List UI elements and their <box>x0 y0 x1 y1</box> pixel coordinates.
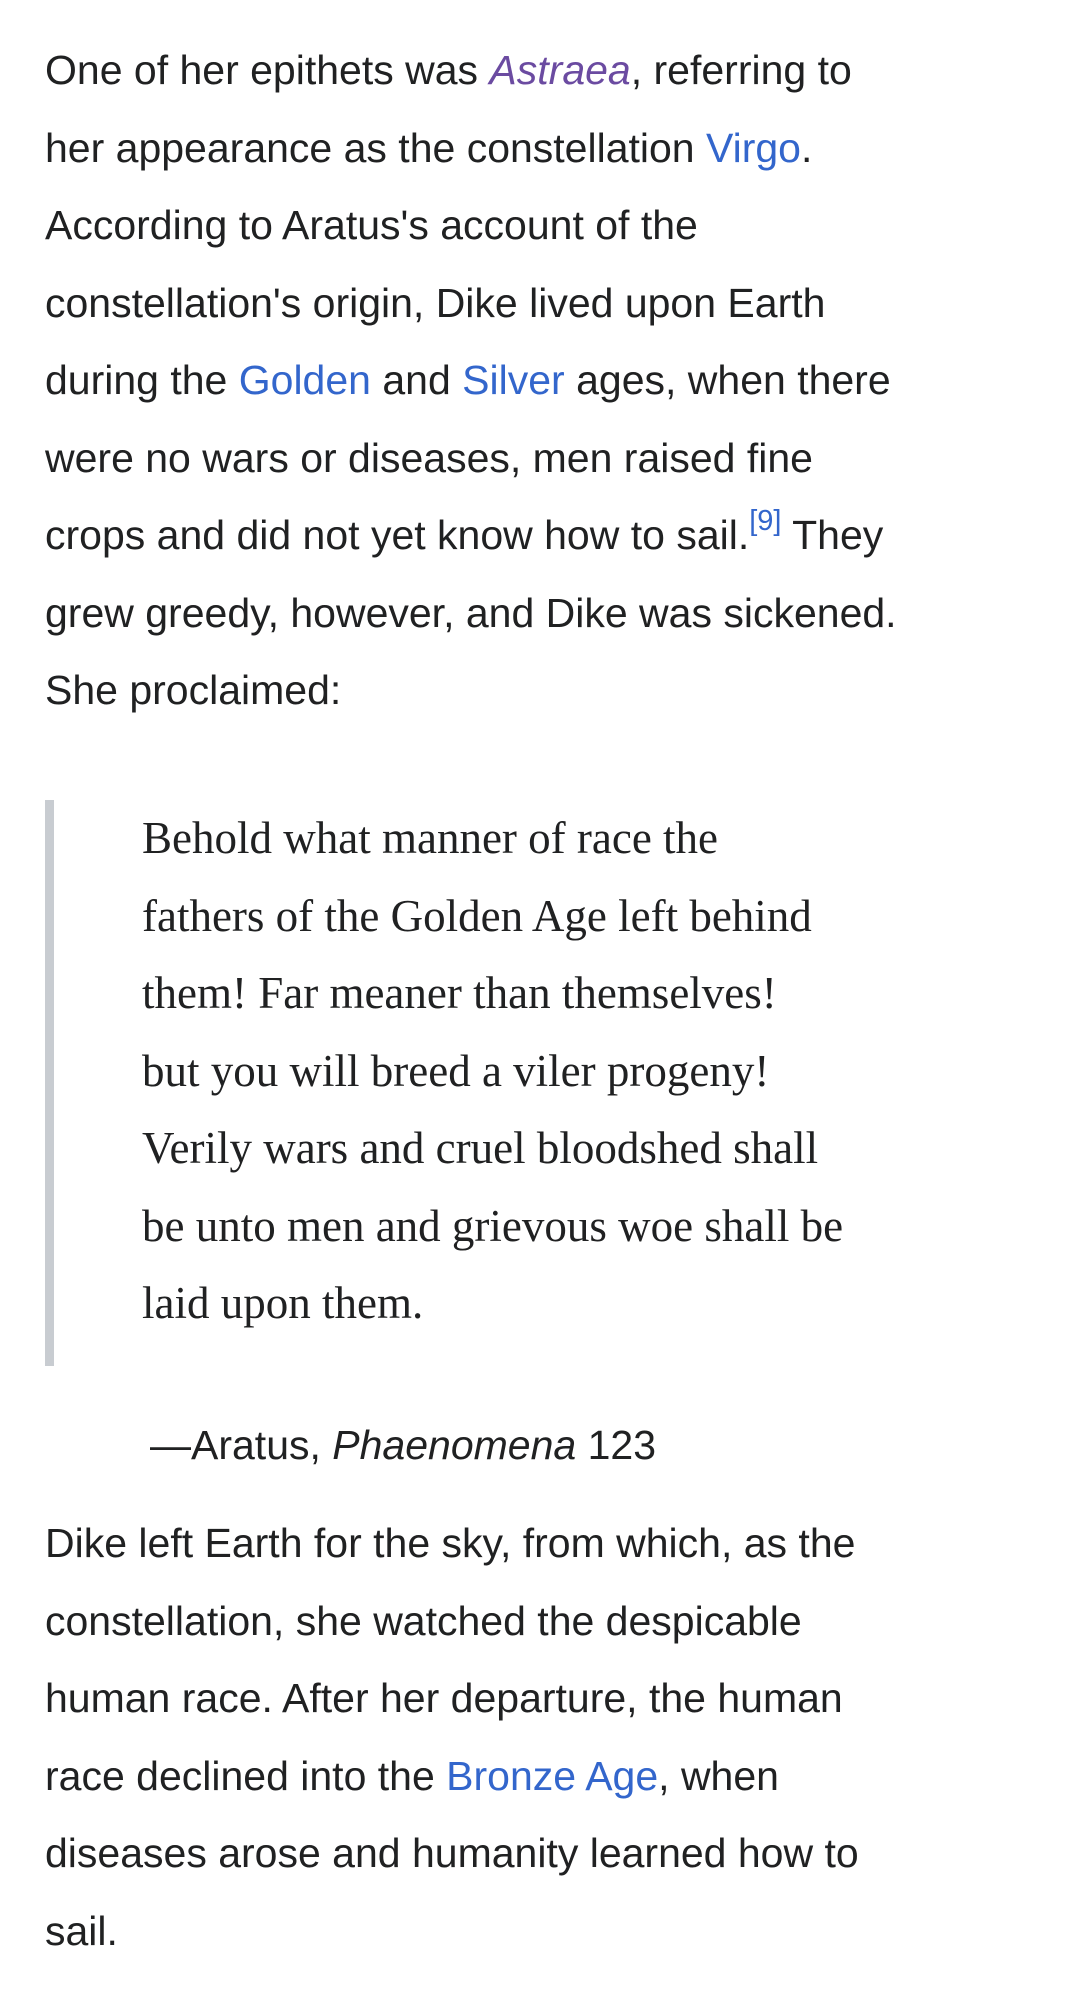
paragraph-departure-wrapper <box>45 1505 1045 1970</box>
paragraph-departure <box>45 1505 1045 1970</box>
text-run: ages, when there <box>564 357 891 403</box>
text-run: , referring to <box>630 47 852 93</box>
link-astraea[interactable]: Astraea <box>489 47 631 93</box>
article-section <box>45 32 1045 730</box>
text-run: during the <box>45 357 239 403</box>
quote-line: Behold what manner of race the <box>142 813 719 863</box>
paragraph-line <box>45 1738 1045 1816</box>
quote-line: but you will breed a viler progeny! <box>142 1045 770 1096</box>
quote-line: be unto men and grievous woe shall be <box>142 1200 844 1251</box>
quote-line: Verily wars and cruel bloodshed shall <box>142 1123 819 1173</box>
quote-line: them! Far meaner than themselves! <box>142 968 777 1018</box>
reference-superscript <box>749 505 781 537</box>
paragraph-line <box>45 110 1045 188</box>
text-run: They <box>781 512 884 558</box>
paragraph-line: According to Aratus's account of the <box>45 202 698 248</box>
text-run: crops and did not yet know how to sail. <box>45 512 750 558</box>
paragraph-line: were no wars or diseases, men raised fine <box>45 434 813 481</box>
paragraph-line: Dike left Earth for the sky, from which, as the <box>45 1520 856 1566</box>
text-run: and <box>370 357 463 403</box>
paragraph-line <box>45 342 1045 420</box>
text-run: One of her epithets was <box>45 47 490 93</box>
link-virgo[interactable]: Virgo <box>706 124 801 171</box>
paragraph-line <box>45 32 1045 110</box>
reference-link-9[interactable]: [9] <box>749 505 782 538</box>
link-silver-age[interactable]: Silver <box>462 357 565 403</box>
quote-line: laid upon them. <box>142 1278 424 1328</box>
paragraph-line: She proclaimed: <box>45 667 342 713</box>
blockquote <box>45 800 945 1366</box>
citation-prefix: —Aratus, <box>150 1422 333 1468</box>
link-bronze-age[interactable]: Bronze Age <box>446 1752 659 1799</box>
text-run: her appearance as the constellation <box>45 124 707 171</box>
paragraph-line: grew greedy, however, and Dike was sickened. <box>45 589 897 636</box>
paragraph-line: constellation, she watched the despicable <box>45 1597 802 1644</box>
text-run: race declined into the <box>45 1752 447 1799</box>
citation-work-title: Phaenomena <box>332 1422 577 1468</box>
link-golden-age[interactable]: Golden <box>238 357 371 403</box>
paragraph-line: constellation's origin, Dike lived upon Earth <box>45 279 826 326</box>
paragraph-line: sail. <box>45 1907 118 1954</box>
quote-citation <box>150 1415 656 1475</box>
text-run: , when <box>658 1752 779 1799</box>
paragraph-line <box>45 497 1045 575</box>
blockquote-text <box>142 800 942 1343</box>
text-run: . <box>801 124 813 171</box>
paragraph-line: human race. After her departure, the human <box>45 1675 843 1721</box>
citation-suffix: 123 <box>576 1422 657 1468</box>
paragraph-line: diseases arose and humanity learned how to <box>45 1830 859 1876</box>
paragraph-astraea <box>45 32 1045 730</box>
quote-line: fathers of the Golden Age left behind <box>142 890 812 941</box>
